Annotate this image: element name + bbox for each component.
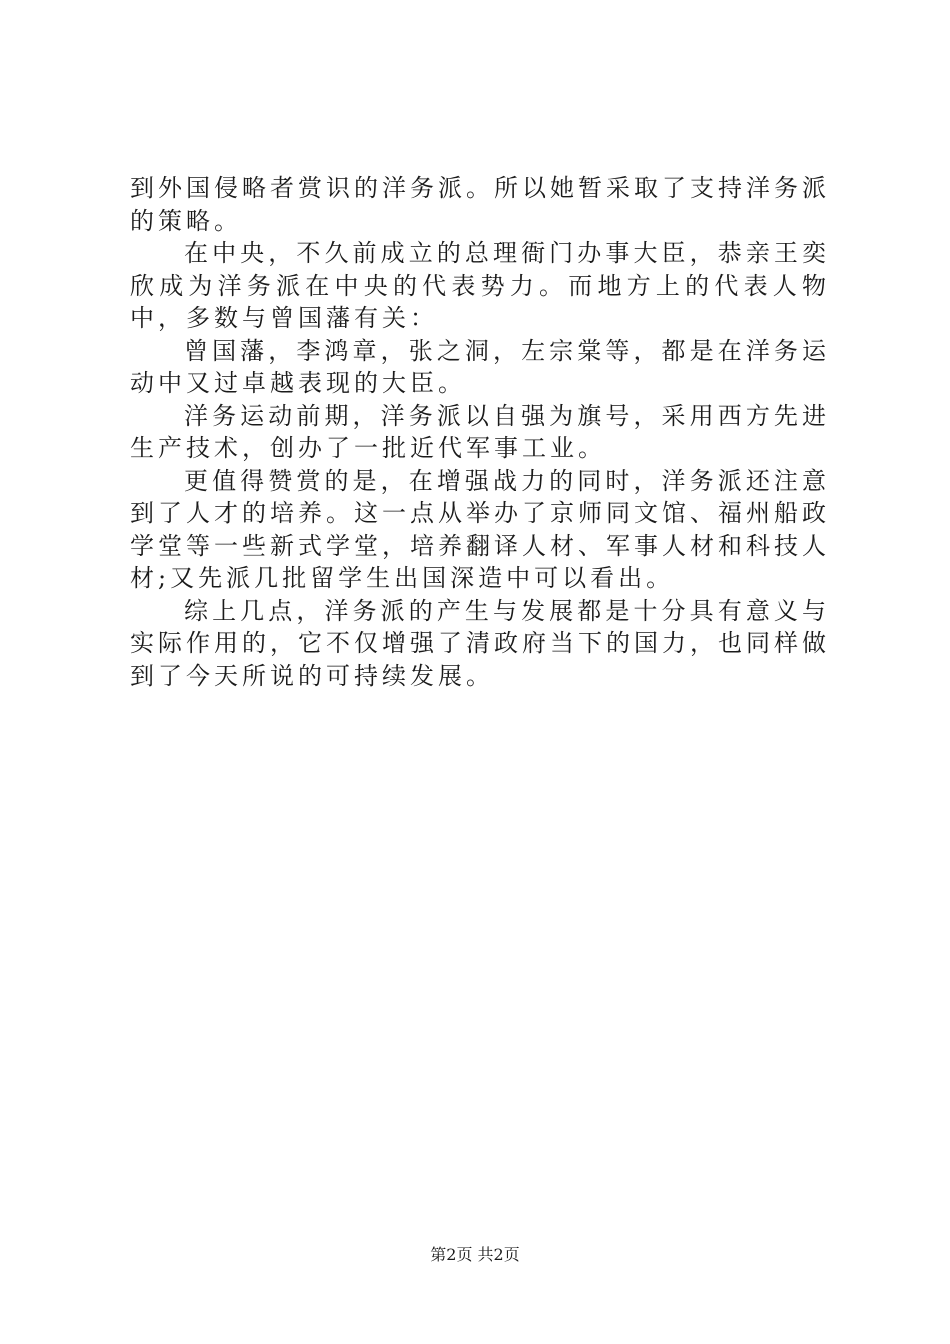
paragraph-2: 在中央，不久前成立的总理衙门办事大臣，恭亲王奕欣成为洋务派在中央的代表势力。而地方上的代表人物中，多数与曾国藩有关： bbox=[130, 239, 830, 332]
paragraph-3: 曾国藩，李鸿章，张之洞，左宗棠等，都是在洋务运动中又过卓越表现的大臣。 bbox=[130, 336, 830, 397]
paragraph-4: 洋务运动前期，洋务派以自强为旗号，采用西方先进生产技术，创办了一批近代军事工业。 bbox=[130, 401, 830, 462]
paragraph-6: 综上几点，洋务派的产生与发展都是十分具有意义与实际作用的，它不仅增强了清政府当下的国力，也同样做到了今天所说的可持续发展。 bbox=[130, 596, 830, 690]
page-footer: 第2页 共2页 bbox=[430, 1245, 520, 1264]
body-text bbox=[130, 172, 830, 692]
paragraph-1: 到外国侵略者赏识的洋务派。所以她暂采取了支持洋务派的策略。 bbox=[130, 174, 830, 235]
paragraph-5: 更值得赞赏的是，在增强战力的同时，洋务派还注意到了人才的培养。这一点从举办了京师同文馆、福州船政学堂等一些新式学堂，培养翻译人材、军事人材和科技人材;又先派几批留学生出国深造中可以看出。 bbox=[130, 466, 830, 592]
